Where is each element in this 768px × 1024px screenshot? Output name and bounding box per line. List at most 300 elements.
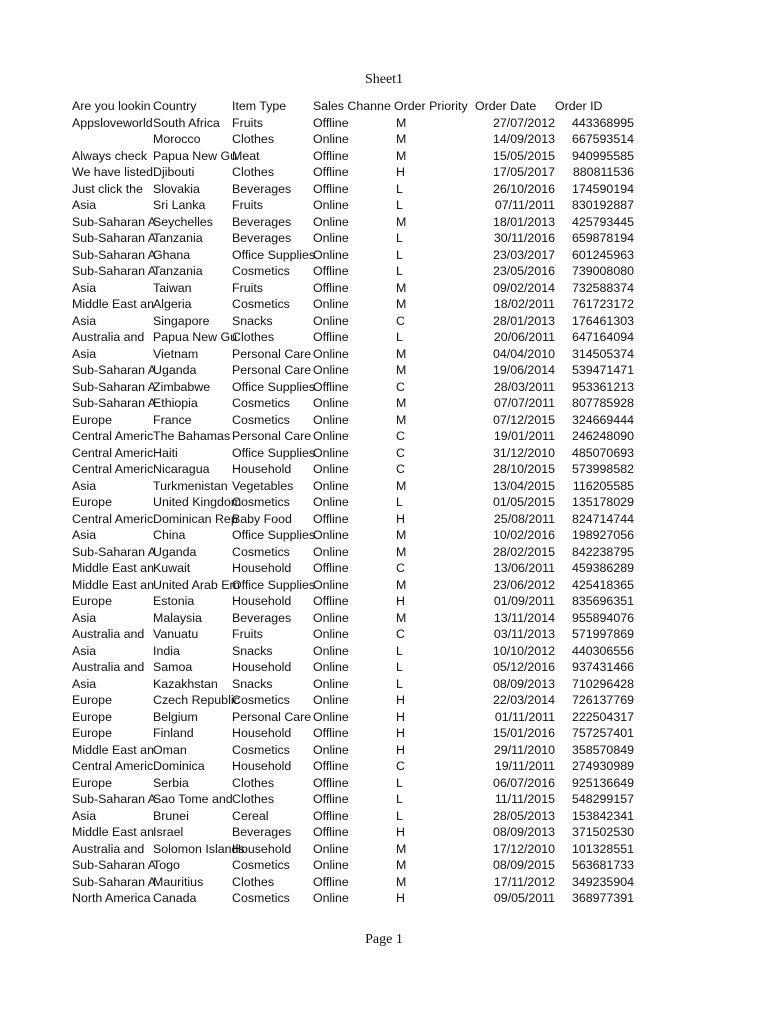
order-date-cell: 17/05/2017: [492, 165, 555, 179]
region-cell: Australia and: [72, 841, 145, 856]
item-type-cell: Clothes: [232, 874, 275, 889]
country-cell: China: [153, 528, 186, 542]
country-cell: Morocco: [153, 132, 201, 146]
item-type-cell: Personal Care: [232, 429, 312, 443]
order-id-cell: 116205585: [572, 478, 634, 493]
table-row: [72, 346, 634, 363]
order-date-cell: 27/07/2012: [492, 115, 555, 130]
sales-channel-cell: Online: [313, 429, 349, 443]
item-type-cell: Beverages: [232, 610, 292, 625]
region-cell: Europe: [72, 412, 112, 427]
header-country: Country: [153, 99, 197, 113]
item-type-cell: Household: [232, 726, 292, 740]
order-priority-cell: M: [396, 346, 407, 361]
order-priority-cell: C: [396, 627, 405, 641]
country-cell: Malaysia: [153, 610, 202, 625]
sales-channel-cell: Online: [313, 396, 349, 410]
item-type-cell: Cosmetics: [232, 495, 290, 509]
order-id-cell: 485070693: [571, 445, 634, 460]
table-row: [72, 791, 634, 808]
table-row: [72, 610, 634, 627]
item-type-cell: Cosmetics: [232, 544, 290, 559]
order-id-cell: 548299157: [571, 792, 634, 806]
sales-channel-cell: Offline: [313, 759, 349, 773]
page-footer: Page 1: [365, 932, 403, 947]
sales-channel-cell: Offline: [313, 181, 349, 196]
order-date-cell: 08/09/2013: [492, 676, 555, 691]
region-cell: Australia and: [72, 330, 145, 344]
order-date-cell: 06/07/2016: [492, 775, 555, 790]
country-cell: Samoa: [153, 660, 193, 674]
item-type-cell: Fruits: [232, 627, 263, 641]
order-id-cell: 757257401: [571, 726, 634, 740]
table-row: [72, 824, 634, 841]
sales-channel-cell: Offline: [313, 825, 349, 839]
table-row: [72, 428, 634, 445]
order-id-cell: 647164094: [571, 330, 634, 344]
order-date-cell: 17/12/2010: [492, 841, 555, 856]
country-cell: Togo: [153, 858, 180, 872]
order-priority-cell: H: [396, 709, 405, 724]
table-row: [72, 758, 634, 775]
country-cell: Haiti: [153, 445, 178, 460]
table-row: [72, 775, 634, 792]
order-priority-cell: M: [396, 363, 407, 377]
order-id-cell: 807785928: [571, 396, 634, 410]
order-date-cell: 03/11/2013: [493, 627, 555, 641]
sales-channel-cell: Online: [313, 660, 349, 674]
order-id-cell: 667593514: [571, 132, 634, 146]
sales-channel-cell: Online: [313, 363, 349, 377]
region-cell: Middle East an: [72, 742, 154, 757]
sales-channel-cell: Online: [313, 858, 349, 872]
order-priority-cell: L: [396, 181, 403, 196]
order-date-cell: 17/11/2012: [493, 874, 555, 889]
table-row: [72, 263, 634, 280]
order-id-cell: 425418365: [571, 577, 634, 592]
item-type-cell: Personal Care: [232, 346, 312, 361]
item-type-cell: Office Supplies: [232, 445, 316, 460]
sales-channel-cell: Online: [313, 693, 349, 707]
order-id-cell: 842238795: [571, 544, 634, 559]
region-cell: Asia: [72, 280, 97, 295]
item-type-cell: Cosmetics: [232, 693, 290, 707]
country-cell: Papua New Gu: [153, 148, 238, 163]
table-row: [72, 395, 634, 412]
country-cell: Uganda: [153, 544, 197, 559]
order-id-cell: 198927056: [571, 528, 634, 542]
item-type-cell: Clothes: [232, 330, 275, 344]
item-type-cell: Meat: [232, 148, 260, 163]
table-row: [72, 742, 634, 759]
country-cell: Djibouti: [153, 165, 195, 179]
order-id-cell: 563681733: [571, 858, 634, 872]
order-priority-cell: L: [396, 775, 403, 790]
order-date-cell: 14/09/2013: [492, 132, 555, 146]
order-id-cell: 925136649: [571, 775, 634, 790]
header-row: [72, 98, 634, 115]
order-id-cell: 937431466: [571, 660, 634, 674]
item-type-cell: Cereal: [232, 808, 269, 823]
order-id-cell: 101328551: [571, 841, 634, 856]
order-date-cell: 31/12/2010: [492, 445, 555, 460]
region-cell: Asia: [72, 643, 97, 658]
item-type-cell: Household: [232, 561, 292, 575]
table-row: [72, 709, 634, 726]
table-row: [72, 560, 634, 577]
order-id-cell: 358570849: [571, 742, 634, 757]
order-id-cell: 222504317: [571, 709, 634, 724]
order-priority-cell: H: [396, 891, 405, 905]
country-cell: Ethiopia: [153, 396, 198, 410]
item-type-cell: Clothes: [232, 775, 275, 790]
order-id-cell: 135178029: [571, 495, 634, 509]
table-row: [72, 725, 634, 742]
item-type-cell: Office Supplies: [232, 528, 316, 542]
sales-channel-cell: Online: [313, 132, 349, 146]
region-cell: Australia and: [72, 627, 145, 641]
order-priority-cell: L: [396, 808, 403, 823]
order-date-cell: 28/10/2015: [492, 462, 555, 476]
country-cell: Tanzania: [153, 264, 203, 278]
region-cell: Middle East an: [72, 577, 154, 592]
sales-channel-cell: Online: [313, 891, 349, 905]
item-type-cell: Vegetables: [232, 478, 294, 493]
order-date-cell: 13/04/2015: [492, 478, 555, 493]
order-priority-cell: L: [396, 264, 403, 278]
sales-channel-cell: Offline: [313, 594, 349, 608]
order-id-cell: 274930989: [571, 759, 634, 773]
region-cell: Sub-Saharan A: [72, 396, 157, 410]
region-cell: Sub-Saharan A: [72, 858, 157, 872]
order-date-cell: 28/02/2015: [492, 544, 555, 559]
order-priority-cell: M: [396, 297, 407, 311]
sales-channel-cell: Offline: [313, 511, 349, 526]
region-cell: Central Americ: [72, 759, 154, 773]
sales-channel-cell: Offline: [313, 280, 349, 295]
order-id-cell: 539471471: [571, 363, 634, 377]
order-id-cell: 739008080: [571, 264, 634, 278]
order-date-cell: 07/07/2011: [493, 396, 555, 410]
item-type-cell: Household: [232, 660, 292, 674]
order-priority-cell: L: [396, 660, 403, 674]
order-priority-cell: M: [396, 874, 407, 889]
country-cell: Vanuatu: [153, 627, 199, 641]
region-cell: Sub-Saharan A: [72, 379, 157, 394]
country-cell: Papua New Gu: [153, 330, 238, 344]
order-date-cell: 23/05/2016: [492, 264, 555, 278]
data-table: [72, 98, 634, 907]
order-date-cell: 30/11/2016: [493, 231, 555, 245]
order-priority-cell: L: [396, 495, 403, 509]
sales-channel-cell: Offline: [313, 726, 349, 740]
region-cell: Asia: [72, 346, 97, 361]
order-id-cell: 824714744: [571, 511, 634, 526]
table-row: [72, 164, 634, 181]
order-date-cell: 20/06/2011: [493, 330, 555, 344]
region-cell: Sub-Saharan A: [72, 874, 157, 889]
country-cell: India: [153, 643, 180, 658]
table-row: [72, 808, 634, 825]
order-id-cell: 371502530: [571, 825, 634, 839]
sales-channel-cell: Offline: [313, 148, 349, 163]
country-cell: Zimbabwe: [153, 379, 211, 394]
table-row: [72, 296, 634, 313]
table-row: [72, 247, 634, 264]
table-row: [72, 478, 634, 495]
sales-channel-cell: Offline: [313, 874, 349, 889]
region-cell: Always check: [72, 148, 148, 163]
order-date-cell: 19/06/2014: [492, 363, 555, 377]
item-type-cell: Snacks: [232, 676, 273, 691]
order-date-cell: 01/11/2011: [494, 709, 555, 724]
table-row: [72, 115, 634, 132]
order-priority-cell: M: [396, 841, 407, 856]
region-cell: Sub-Saharan A: [72, 264, 157, 278]
item-type-cell: Cosmetics: [232, 742, 290, 757]
country-cell: France: [153, 412, 192, 427]
region-cell: Asia: [72, 676, 97, 691]
order-date-cell: 08/09/2013: [492, 825, 555, 839]
sales-channel-cell: Online: [313, 462, 349, 476]
order-priority-cell: M: [396, 858, 407, 872]
region-cell: Asia: [72, 478, 97, 493]
country-cell: United Kingdom: [153, 495, 242, 509]
item-type-cell: Household: [232, 759, 292, 773]
country-cell: Mauritius: [153, 874, 204, 889]
order-date-cell: 26/10/2016: [492, 181, 555, 196]
country-cell: Brunei: [153, 808, 189, 823]
table-row: [72, 511, 634, 528]
country-cell: Sri Lanka: [153, 198, 206, 212]
order-id-cell: 659878194: [571, 231, 634, 245]
country-cell: Turkmenistan: [153, 478, 228, 493]
table-row: [72, 626, 634, 643]
sales-channel-cell: Online: [313, 495, 349, 509]
order-priority-cell: L: [396, 231, 403, 245]
order-priority-cell: M: [396, 528, 407, 542]
country-cell: The Bahamas: [153, 429, 231, 443]
region-cell: Sub-Saharan A: [72, 214, 157, 229]
region-cell: Central Americ: [72, 445, 154, 460]
order-date-cell: 05/12/2016: [492, 660, 555, 674]
sales-channel-cell: Online: [313, 676, 349, 691]
order-date-cell: 28/03/2011: [493, 379, 555, 394]
order-id-cell: 880811536: [572, 165, 634, 179]
country-cell: Dominican Rep: [153, 511, 238, 526]
country-cell: Israel: [153, 825, 184, 839]
order-priority-cell: M: [396, 577, 407, 592]
header-sales-channel: Sales Channe: [313, 99, 391, 113]
order-priority-cell: M: [396, 115, 407, 130]
order-priority-cell: L: [396, 330, 403, 344]
item-type-cell: Snacks: [232, 643, 273, 658]
sales-channel-cell: Offline: [313, 115, 349, 130]
table-row: [72, 230, 634, 247]
order-date-cell: 04/04/2010: [492, 346, 555, 361]
order-date-cell: 09/05/2011: [493, 891, 555, 905]
item-type-cell: Office Supplies: [232, 379, 316, 394]
country-cell: Finland: [153, 726, 194, 740]
item-type-cell: Cosmetics: [232, 858, 290, 872]
item-type-cell: Cosmetics: [232, 412, 290, 427]
order-date-cell: 13/06/2011: [493, 561, 555, 575]
order-priority-cell: H: [396, 511, 405, 526]
header-region: Are you lookin: [72, 99, 151, 113]
order-id-cell: 174590194: [571, 181, 634, 196]
region-cell: Middle East an: [72, 561, 154, 575]
order-priority-cell: C: [396, 313, 405, 328]
sales-channel-cell: Online: [313, 231, 349, 245]
header-order-priority: Order Priority: [394, 99, 468, 113]
item-type-cell: Household: [232, 841, 292, 856]
order-date-cell: 23/03/2017: [492, 247, 555, 262]
order-id-cell: 246248090: [571, 429, 634, 443]
order-date-cell: 22/03/2014: [492, 693, 555, 707]
item-type-cell: Cosmetics: [232, 396, 290, 410]
region-cell: Sub-Saharan A: [72, 231, 157, 245]
order-priority-cell: L: [396, 643, 403, 658]
region-cell: Sub-Saharan A: [72, 247, 157, 262]
country-cell: Ghana: [153, 247, 191, 262]
order-id-cell: 368977391: [571, 891, 634, 905]
table-row: [72, 181, 634, 198]
order-id-cell: 955894076: [571, 610, 634, 625]
order-date-cell: 01/09/2011: [493, 594, 555, 608]
order-priority-cell: C: [396, 429, 405, 443]
order-date-cell: 10/02/2016: [492, 528, 555, 542]
order-priority-cell: H: [396, 594, 405, 608]
order-id-cell: 440306556: [571, 643, 634, 658]
table-row: [72, 412, 634, 429]
region-cell: Europe: [72, 709, 112, 724]
country-cell: Oman: [153, 742, 187, 757]
sales-channel-cell: Online: [313, 346, 349, 361]
country-cell: Dominica: [153, 759, 205, 773]
region-cell: North America: [72, 891, 151, 905]
item-type-cell: Fruits: [232, 115, 263, 130]
sales-channel-cell: Online: [313, 643, 349, 658]
order-priority-cell: M: [396, 610, 407, 625]
item-type-cell: Fruits: [232, 198, 263, 212]
item-type-cell: Clothes: [232, 165, 275, 179]
country-cell: Tanzania: [153, 231, 203, 245]
header-order-date: Order Date: [475, 99, 537, 113]
item-type-cell: Clothes: [232, 132, 275, 146]
item-type-cell: Beverages: [232, 231, 292, 245]
sales-channel-cell: Offline: [313, 808, 349, 823]
region-cell: Sub-Saharan A: [72, 792, 157, 806]
order-date-cell: 07/11/2011: [494, 198, 555, 212]
country-cell: Nicaragua: [153, 462, 210, 476]
country-cell: Estonia: [153, 594, 195, 608]
region-cell: Australia and: [72, 660, 145, 674]
country-cell: Uganda: [153, 363, 197, 377]
country-cell: Czech Republic: [153, 693, 240, 707]
table-row: [72, 494, 634, 511]
order-date-cell: 13/11/2014: [493, 610, 555, 625]
order-date-cell: 10/10/2012: [492, 643, 555, 658]
order-date-cell: 19/11/2011: [494, 759, 555, 773]
region-cell: Europe: [72, 775, 112, 790]
table-row: [72, 593, 634, 610]
table-row: [72, 461, 634, 478]
sales-channel-cell: Online: [313, 528, 349, 542]
order-id-cell: 324669444: [571, 412, 634, 427]
table-row: [72, 131, 634, 148]
region-cell: Middle East an: [72, 825, 154, 839]
region-cell: Central Americ: [72, 511, 154, 526]
order-date-cell: 29/11/2010: [493, 742, 555, 757]
table-row: [72, 313, 634, 330]
item-type-cell: Beverages: [232, 214, 292, 229]
item-type-cell: Household: [232, 462, 292, 476]
region-cell: Europe: [72, 495, 112, 509]
sales-channel-cell: Online: [313, 313, 349, 328]
country-cell: Canada: [153, 891, 197, 905]
table-row: [72, 659, 634, 676]
country-cell: Algeria: [153, 297, 192, 311]
table-row: [72, 857, 634, 874]
table-row: [72, 676, 634, 693]
sales-channel-cell: Online: [313, 742, 349, 757]
sales-channel-cell: Online: [313, 198, 349, 212]
sheet-title: Sheet1: [364, 72, 404, 87]
region-cell: Asia: [72, 528, 97, 542]
sales-channel-cell: Online: [313, 627, 349, 641]
order-priority-cell: L: [396, 198, 403, 212]
sales-channel-cell: Online: [313, 709, 349, 724]
order-id-cell: 940995585: [571, 148, 634, 163]
sales-channel-cell: Online: [313, 247, 349, 262]
order-id-cell: 835696351: [571, 594, 634, 608]
order-priority-cell: M: [396, 280, 407, 295]
table-row: [72, 841, 634, 858]
order-id-cell: 601245963: [571, 247, 634, 262]
order-priority-cell: L: [396, 676, 403, 691]
item-type-cell: Office Supplies: [232, 577, 316, 592]
order-priority-cell: H: [396, 165, 405, 179]
country-cell: Vietnam: [153, 346, 199, 361]
region-cell: [72, 131, 153, 148]
sales-channel-cell: Online: [313, 445, 349, 460]
order-priority-cell: M: [396, 396, 407, 410]
table-row: [72, 379, 634, 396]
country-cell: Sao Tome and: [153, 792, 233, 806]
sales-channel-cell: Offline: [313, 775, 349, 790]
item-type-cell: Baby Food: [232, 511, 292, 526]
item-type-cell: Fruits: [232, 280, 263, 295]
order-date-cell: 18/01/2013: [492, 214, 555, 229]
header-item-type: Item Type: [232, 99, 287, 113]
order-id-cell: 573998582: [571, 462, 634, 476]
region-cell: Asia: [72, 198, 97, 212]
order-priority-cell: H: [396, 693, 405, 707]
sales-channel-cell: Offline: [313, 165, 349, 179]
order-id-cell: 710296428: [571, 676, 634, 691]
sales-channel-cell: Online: [313, 841, 349, 856]
table-row: [72, 329, 634, 346]
region-cell: Middle East an: [72, 297, 154, 311]
order-id-cell: 953361213: [571, 379, 634, 394]
order-date-cell: 15/01/2016: [492, 726, 555, 740]
order-date-cell: 15/05/2015: [492, 148, 555, 163]
item-type-cell: Office Supplies: [232, 247, 316, 262]
table-row: [72, 197, 634, 214]
region-cell: Central Americ: [72, 462, 154, 476]
sales-channel-cell: Online: [313, 610, 349, 625]
order-priority-cell: H: [396, 742, 405, 757]
